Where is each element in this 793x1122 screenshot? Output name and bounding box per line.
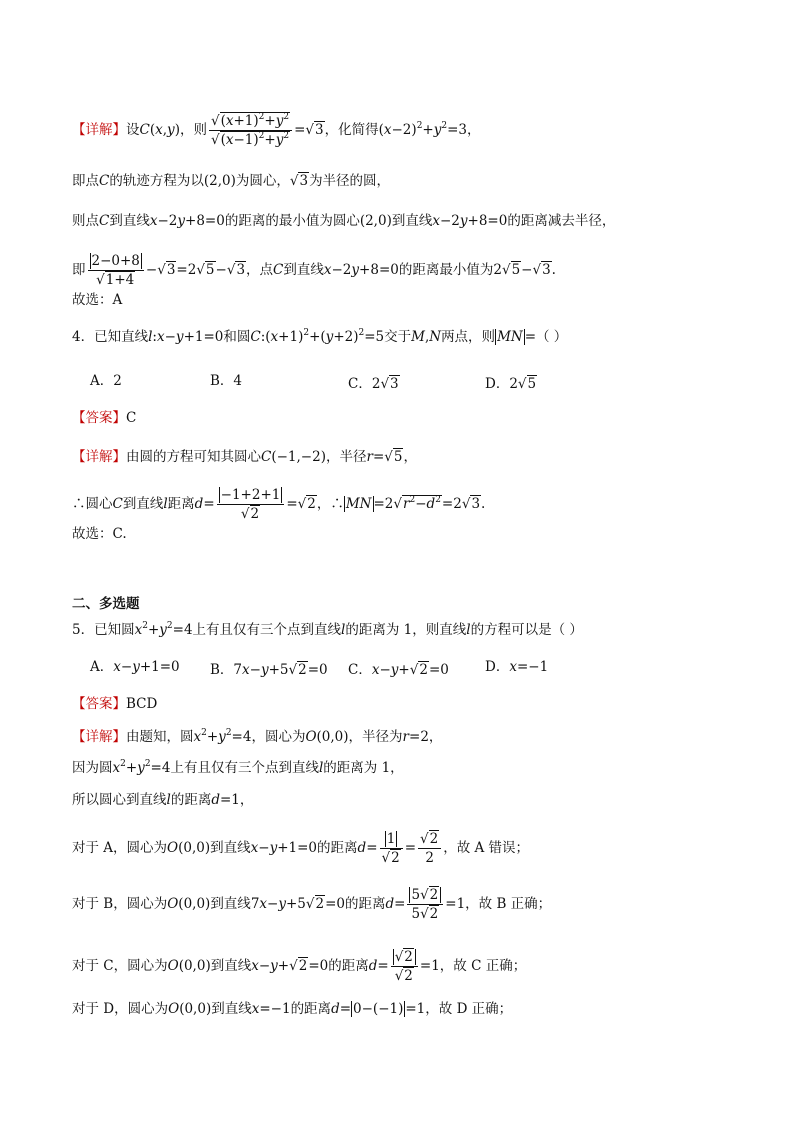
q4-detail-line-2: ∴圆心C到直线l距离d= $\frac{-1+2+1}{√2}$ =√2，∴ MN $=2√r^2-d^2=2√3$. (72, 487, 486, 523)
text: 到直线 (283, 262, 324, 279)
text: 的距离 (170, 792, 212, 808)
text: 的距离 (328, 958, 369, 975)
q4-option-a: A．2 (90, 373, 122, 389)
q5-detail-line-3: 所以圆心到直线l的距离d=1， (72, 792, 254, 808)
answer-value: BCD (126, 696, 158, 712)
q4-option-c: C．2√3 (348, 376, 399, 392)
q4-answer: 故选：C. (72, 526, 127, 542)
text: 和圆 (223, 329, 251, 345)
q3-detail-line-1: 【详解】设C(x,y)，则 $\frac{√(x+1)^2+y^2}{√(x-1)^2+y^2}$ =√3，化简得$(x-2)^2+y^2=3$， (72, 112, 481, 149)
q3-detail-line-4: 即 $\frac{2-0+8}{√1+4}$ −√3=2√5−√3，点C到直线x−2y+8=0的距离最小值为2√5−√3. (72, 253, 556, 289)
q5-option-a: A．x−y+1=0 (90, 659, 180, 675)
q4-option-b: B．4 (210, 373, 243, 389)
text: D． (485, 376, 510, 392)
text: ，半径为 (348, 729, 403, 745)
q5-check-a: 对于 A，圆心为O(0,0)到直线x−y+1=0的距离d= $\frac{1}{√2}$ = $\frac{√2}{2}$ ，故 A 错误； (72, 831, 530, 867)
text: 即 (72, 262, 86, 279)
q4-stem: 4．已知直线l:x−y+1=0和圆$C:(x+1)^2+(y+2)^2=5$交于M,N两点，则 MN =（ ） (72, 328, 568, 345)
text: 由圆的方程可知其圆心 (126, 449, 261, 465)
text: ，点 (246, 262, 274, 279)
text: 所以圆心到直线 (72, 792, 167, 808)
text: 的距离为 1，则直线 (345, 622, 467, 638)
text: 上有且仅有三个点到直线 (170, 760, 319, 776)
distance-fraction: $\frac{2-0+8}{√1+4}$ (88, 252, 144, 289)
text: B． (210, 662, 234, 678)
text: 的距离为 1， (323, 760, 404, 776)
text: 到直线 (122, 496, 164, 513)
text: 的距离减去半径， (507, 213, 616, 229)
distance-fraction: $\frac{√2}{√2}$ (391, 948, 418, 985)
q4-detail-line-1: 【详解】由圆的方程可知其圆心C(−1,−2)，半径r=√5， (72, 449, 417, 465)
text: 到直线 (210, 896, 251, 913)
text: . (481, 496, 486, 513)
q5-option-c: C．x−y+√2=0 (348, 662, 449, 678)
text: 5．已知圆 (72, 622, 135, 638)
text: 4．已知直线 (72, 329, 149, 345)
answer-value: C (126, 410, 137, 426)
text: ，半径 (325, 449, 367, 465)
q5-detail-line-1: 【详解】由题知，圆$x^2+y^2=4$，圆心为O(0,0)，半径为r=2， (72, 728, 443, 745)
text: ，故 D 正确； (425, 1001, 513, 1017)
text: 为半径的圆， (309, 173, 391, 189)
text: ∴圆心 (72, 496, 113, 513)
text: ，故 C 正确； (439, 958, 527, 975)
text: D． (485, 659, 510, 675)
q5-answer-line (72, 698, 157, 712)
text: 的距离 (345, 896, 386, 913)
text: 对于 C，圆心为 (72, 958, 168, 975)
text: ，∴ (316, 496, 344, 513)
text: 到直线 (210, 958, 252, 975)
distance-fraction: $\frac{1}{√2}$ (380, 830, 403, 867)
text: 因为圆 (72, 760, 113, 776)
q3-answer: 故选：A (72, 292, 123, 308)
text: ， (239, 792, 254, 808)
text: C． (348, 376, 372, 392)
answer-tag: 【答案】 (72, 696, 126, 712)
text: 两点，则 (441, 329, 496, 345)
distance-fraction: $\frac{5√2}{5√2}$ (407, 886, 443, 923)
q5-stem: 5．已知圆$x^2+y^2=4$上有且仅有三个点到直线l的距离为 1，则直线l的方程可以是（ ） (72, 621, 583, 638)
text: 即点 (72, 173, 99, 189)
text: 为圆心， (235, 173, 290, 189)
section-title: 二、多选题 (72, 596, 140, 612)
text: ，故 A 错误； (443, 840, 530, 857)
q5-check-d: 对于 D，圆心为O(0,0)到直线x=−1的距离d= 0−(−1) =1，故 D 正确； (72, 1001, 513, 1017)
q5-option-b: B．7x−y+5√2=0 (210, 662, 328, 678)
q5-detail-line-2: 因为圆$x^2+y^2=4$上有且仅有三个点到直线l的距离为 1， (72, 759, 404, 776)
answer-tag: 【答案】 (72, 410, 126, 426)
text: 对于 D，圆心为 (72, 1001, 169, 1017)
q5-check-c: 对于 C，圆心为O(0,0)到直线x−y+√2=0的距离d= $\frac{√2}{√2}$ =1，故 C 正确； (72, 949, 527, 985)
text: ，故 B 正确； (465, 896, 552, 913)
text: 则点 (72, 213, 99, 229)
text: 的距离 (290, 1001, 332, 1017)
text: . (551, 262, 556, 279)
text: 上有且仅有三个点到直线 (192, 622, 342, 638)
text: A． (90, 659, 114, 675)
text: 的轨迹方程为以 (109, 173, 204, 189)
text: 的距离 (317, 840, 358, 857)
q5-check-b: 对于 B，圆心为O(0,0)到直线7x−y+5√2=0的距离d= $\frac{5√2}{5√2}$ =1，故 B 正确； (72, 887, 552, 923)
text: 距离 (167, 496, 195, 513)
text: 到直线 (109, 213, 150, 229)
text: 到直线 (210, 840, 251, 857)
text: 对于 A，圆心为 (72, 840, 168, 857)
result-fraction: $\frac{√2}{2}$ (418, 830, 441, 867)
text: 到直线 (391, 213, 433, 229)
text: ， (403, 449, 417, 465)
text: 的方程可以是（ ） (470, 622, 583, 638)
q4-answer-line (72, 412, 136, 426)
detail-tag: 【详解】 (72, 449, 126, 465)
text: ，化简得 (324, 122, 379, 139)
q3-detail-line-2: 即点C的轨迹方程为以(2,0)为圆心，√3为半径的圆， (72, 173, 391, 189)
text: 设 (126, 122, 140, 139)
q5-option-d: D．x=−1 (485, 659, 549, 675)
text: 交于 (384, 329, 412, 345)
detail-tag: 【详解】 (72, 122, 126, 139)
text: ，圆心为 (251, 729, 306, 745)
text: C． (348, 662, 372, 678)
text: 对于 B，圆心为 (72, 896, 168, 913)
text: 到直线 (211, 1001, 252, 1017)
q3-detail-line-3: 则点C到直线x−2y+8=0的距离的最小值为圆心(2,0)到直线x−2y+8=0的距离减去半径， (72, 213, 616, 229)
text: 的距离最小值为 (398, 262, 494, 279)
q4-option-d: D．2√5 (485, 376, 537, 392)
detail-tag: 【详解】 (72, 729, 126, 745)
distance-ratio-fraction: $\frac{√(x+1)^2+y^2}{√(x-1)^2+y^2}$ (209, 112, 292, 149)
text: ， (428, 729, 443, 745)
distance-fraction: $\frac{-1+2+1}{√2}$ (217, 486, 285, 523)
text: 由题知，圆 (126, 729, 194, 745)
text: （ ） (536, 329, 568, 345)
text: ，则 (179, 122, 207, 139)
text: ， (467, 122, 481, 139)
text: 的距离的最小值为圆心 (224, 213, 360, 229)
